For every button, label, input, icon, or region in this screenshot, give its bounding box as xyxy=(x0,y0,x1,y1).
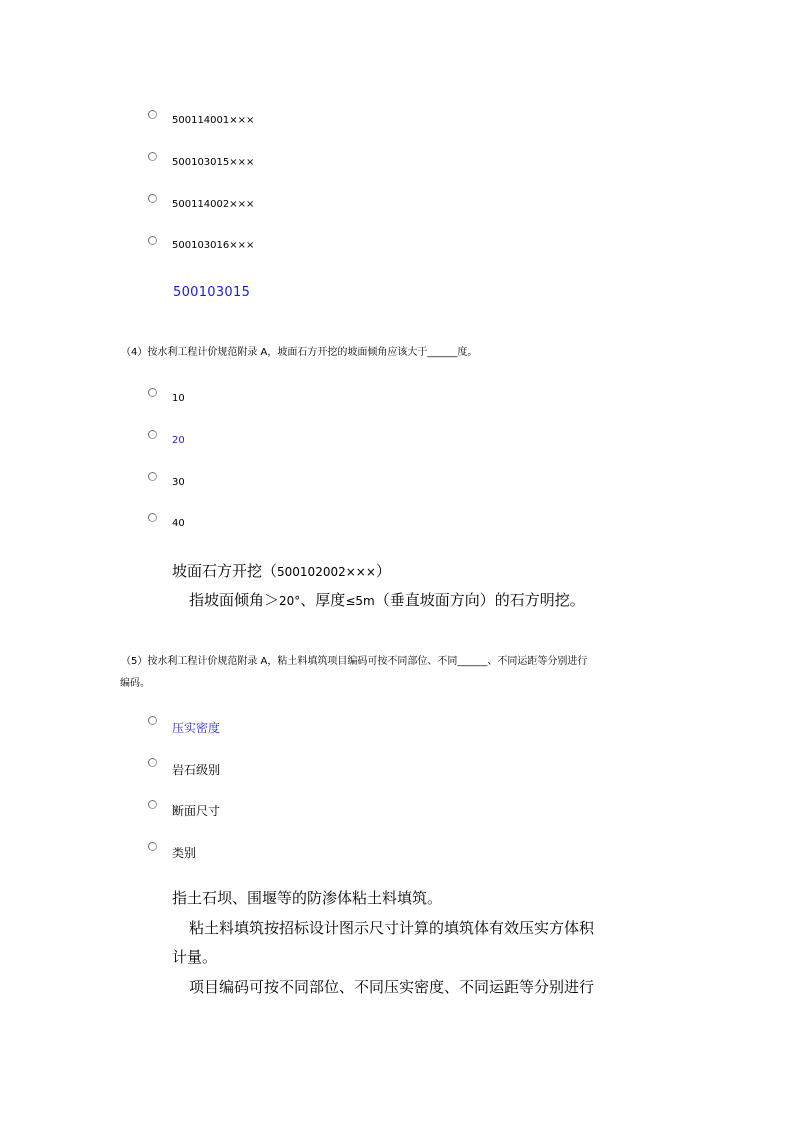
q5-question-text xyxy=(121,651,681,695)
q5-question-line-2: 编码。 xyxy=(120,678,150,689)
q3-option-3-label: 500114002××× xyxy=(172,199,255,210)
q4-exp-line2-angle: 20° xyxy=(279,594,301,608)
q4-exp-line2-c: （垂直坡面方向）的石方明挖。 xyxy=(374,591,585,609)
q5-explanation-line-3: 计量。 xyxy=(172,948,218,966)
q5-option-1-radio[interactable] xyxy=(148,716,157,725)
q4-option-2-label: 20 xyxy=(172,435,185,446)
q5-option-3-label: 断面尺寸 xyxy=(172,804,221,818)
q4-exp-line1-code: 500102002××× xyxy=(277,565,376,579)
q4-option-1-radio[interactable] xyxy=(148,388,157,397)
q4-exp-line2-thick: ≤5m xyxy=(345,594,375,608)
q3-option-2-label: 500103015××× xyxy=(172,157,255,168)
q3-option-4-label: 500103016××× xyxy=(172,240,255,251)
q5-option-2-label: 岩石级别 xyxy=(172,763,221,777)
q4-exp-line1-end: ） xyxy=(375,562,391,580)
q5-option-3-radio[interactable] xyxy=(148,800,157,809)
q4-explanation-line-1 xyxy=(172,562,391,581)
q3-option-1-label: 500114001××× xyxy=(172,115,255,126)
q4-exp-line1-text: 坡面石方开挖（ xyxy=(172,562,278,580)
q4-option-4-radio[interactable] xyxy=(148,513,157,522)
q4-option-4-label: 40 xyxy=(172,518,185,529)
q5-option-4-radio[interactable] xyxy=(148,842,157,851)
q4-option-3-radio[interactable] xyxy=(148,472,157,481)
q5-option-4-label: 类别 xyxy=(172,846,197,860)
q5-option-2-radio[interactable] xyxy=(148,758,157,767)
q4-explanation-line-2 xyxy=(189,591,585,610)
q5-explanation-line-4: 项目编码可按不同部位、不同压实密度、不同运距等分别进行 xyxy=(189,978,595,996)
q5-explanation-line-1: 指土石坝、围堰等的防渗体粘土料填筑。 xyxy=(172,889,443,907)
q4-option-2-radio[interactable] xyxy=(148,430,157,439)
q4-exp-line2-b: 、厚度 xyxy=(300,591,346,609)
q3-option-4-radio[interactable] xyxy=(148,236,157,245)
q4-exp-line2-a: 指坡面倾角＞ xyxy=(189,591,280,609)
q4-option-1-label: 10 xyxy=(172,393,185,404)
q3-option-3-radio[interactable] xyxy=(148,194,157,203)
q3-option-1-radio[interactable] xyxy=(148,110,157,119)
q5-explanation-line-2: 粘土料填筑按招标设计图示尺寸计算的填筑体有效压实方体积 xyxy=(189,919,595,937)
q4-option-3-label: 30 xyxy=(172,477,185,488)
q3-option-2-radio[interactable] xyxy=(148,152,157,161)
q4-question-text: （4）按水利工程计价规范附录 A，坡面石方开挖的坡面倾角应该大于______度。 xyxy=(121,347,478,358)
q3-answer: 500103015 xyxy=(173,285,251,300)
q5-option-1-label: 压实密度 xyxy=(172,721,221,735)
q5-question-line-1: （5）按水利工程计价规范附录 A，粘土料填筑项目编码可按不同部位、不同______、不同运距等分别进行 xyxy=(121,656,588,667)
